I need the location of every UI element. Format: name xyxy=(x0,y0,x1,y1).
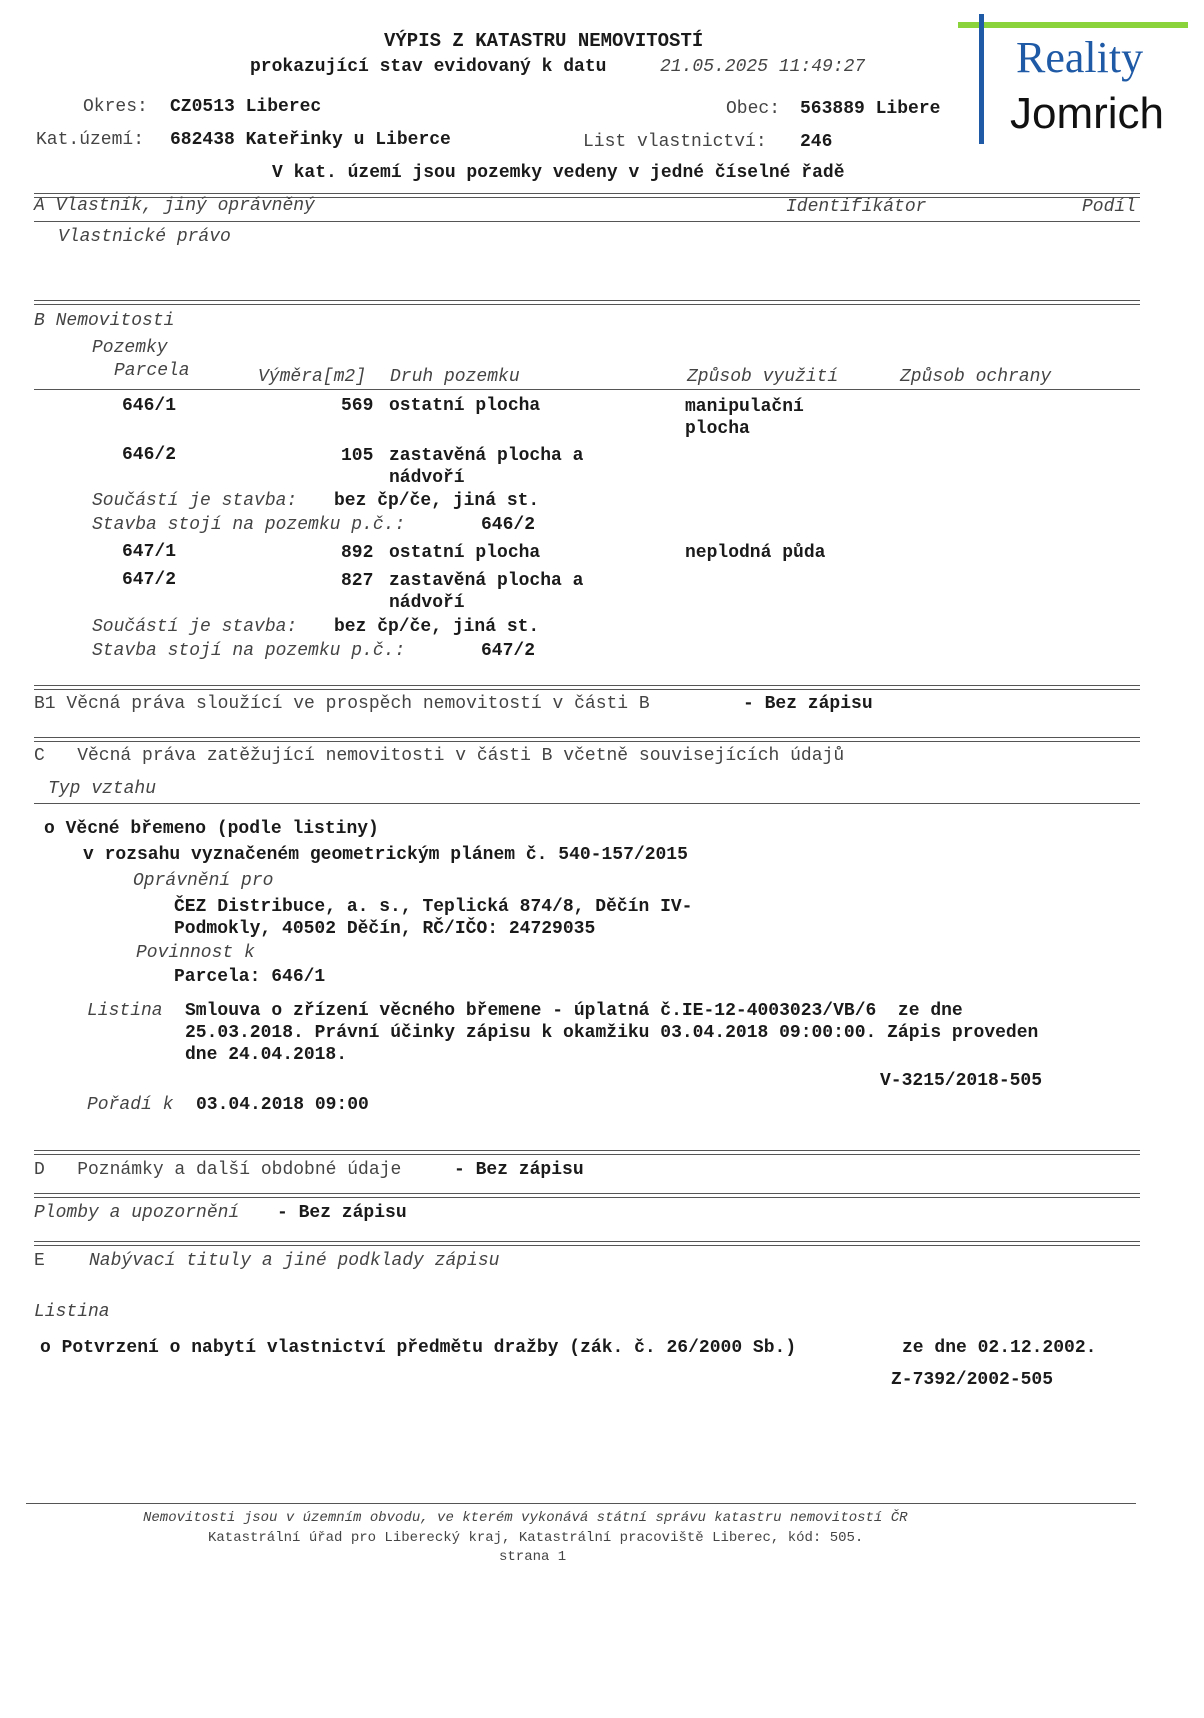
parcela-cell: 646/2 xyxy=(122,445,177,465)
col-parcela: Parcela xyxy=(114,361,190,381)
logo-text-reality: Reality xyxy=(1016,33,1144,82)
stavba-label: Součástí je stavba: xyxy=(92,491,298,511)
divider xyxy=(34,1241,1140,1246)
vyuziti-cell: manipulační xyxy=(685,397,804,417)
druh-cell-cont: nádvoří xyxy=(389,593,465,613)
section-b1-title: B1 Věcná práva sloužící ve prospěch nemovitostí v části B xyxy=(34,694,650,714)
obec-value: 563889 Libere xyxy=(800,99,941,119)
stoji-value: 647/2 xyxy=(481,641,536,661)
section-d-title: D Poznámky a další obdobné údaje xyxy=(34,1160,402,1180)
section-b-title: B Nemovitosti xyxy=(34,311,175,331)
section-b1-value: - Bez zápisu xyxy=(743,694,873,714)
section-e-title: Nabývací tituly a jiné podklady zápisu xyxy=(89,1251,500,1271)
section-e-letter: E xyxy=(34,1251,45,1271)
col-podil: Podíl xyxy=(1082,197,1137,217)
opravneni-line1: ČEZ Distribuce, a. s., Teplická 874/8, Děčín IV- xyxy=(174,897,693,917)
document-title: VÝPIS Z KATASTRU NEMOVITOSTÍ xyxy=(384,30,704,52)
opravneni-label: Oprávnění pro xyxy=(133,871,274,891)
parcela-cell: 647/2 xyxy=(122,570,177,590)
okres-value: CZ0513 Liberec xyxy=(170,97,322,117)
subtitle-prefix: prokazující stav evidovaný k datu xyxy=(250,57,607,77)
typ-vztahu: Typ vztahu xyxy=(48,779,157,799)
druh-cell: ostatní plocha xyxy=(389,543,541,563)
footer-line1: Nemovitosti jsou v územním obvodu, ve kterém vykonává státní správu katastru nemovitostí ČR xyxy=(143,1510,908,1526)
plomby-title: Plomby a upozornění xyxy=(34,1203,240,1223)
ku-label: Kat.území: xyxy=(36,130,145,150)
obec-label: Obec: xyxy=(726,99,781,119)
divider xyxy=(34,1193,1140,1198)
vyuziti-cell: neplodná půda xyxy=(685,543,826,563)
povinnost-label: Povinnost k xyxy=(136,943,255,963)
listina-line3: dne 24.04.2018. xyxy=(185,1045,348,1065)
nabyti-item: o Potvrzení o nabytí vlastnictví předmětu dražby (zák. č. 26/2000 Sb.) xyxy=(40,1338,797,1358)
listina-e-label: Listina xyxy=(34,1302,110,1322)
ku-note: V kat. území jsou pozemky vedeny v jedné číselné řadě xyxy=(272,163,845,183)
vlastnicke-pravo: Vlastnické právo xyxy=(58,227,231,247)
stavba-value: bez čp/če, jiná st. xyxy=(334,491,540,511)
col-ochrana: Způsob ochrany xyxy=(900,367,1052,387)
listina-ref: V-3215/2018-505 xyxy=(880,1071,1043,1091)
logo-green-bar xyxy=(958,22,1188,28)
povinnost-value: Parcela: 646/1 xyxy=(174,967,326,987)
nabyti-date: ze dne 02.12.2002. xyxy=(902,1338,1097,1358)
col-vyuziti: Způsob využití xyxy=(687,367,839,387)
listina-line1: Smlouva o zřízení věcného břemene - úplatná č.IE-12-4003023/VB/6 ze dne xyxy=(185,1001,963,1021)
divider xyxy=(34,221,1140,222)
vyuziti-cell-cont: plocha xyxy=(685,419,750,439)
listina-label: Listina xyxy=(87,1001,163,1021)
vymera-cell: 569 xyxy=(341,396,374,416)
col-druh: Druh pozemku xyxy=(390,367,520,387)
stoji-label: Stavba stojí na pozemku p.č.: xyxy=(92,641,406,661)
divider xyxy=(34,685,1140,690)
col-identifikator: Identifikátor xyxy=(786,197,927,217)
footer-divider xyxy=(26,1503,1136,1504)
vymera-cell: 105 xyxy=(341,446,374,466)
logo-text-jomrich: Jomrich xyxy=(1010,89,1165,138)
divider xyxy=(34,1150,1140,1155)
subtitle-date: 21.05.2025 11:49:27 xyxy=(660,57,866,77)
divider xyxy=(34,389,1140,390)
vymera-cell: 892 xyxy=(341,543,374,563)
pozemky-label: Pozemky xyxy=(92,338,168,358)
druh-cell: ostatní plocha xyxy=(389,396,541,416)
listina-line2: 25.03.2018. Právní účinky zápisu k okamžiku 03.04.2018 09:00:00. Zápis proveden xyxy=(185,1023,1039,1043)
ku-value: 682438 Kateřinky u Liberce xyxy=(170,130,451,150)
section-a-title: A Vlastník, jiný oprávněný xyxy=(34,196,315,216)
footer-line2: Katastrální úřad pro Liberecký kraj, Katastrální pracoviště Liberec, kód: 505. xyxy=(208,1530,864,1546)
parcela-cell: 646/1 xyxy=(122,396,177,416)
stavba-value: bez čp/če, jiná st. xyxy=(334,617,540,637)
lv-label: List vlastnictví: xyxy=(583,132,767,152)
bremeno-sub: v rozsahu vyznačeném geometrickým plánem č. 540-157/2015 xyxy=(83,845,688,865)
poradi-label: Pořadí k xyxy=(87,1095,174,1115)
plomby-value: - Bez zápisu xyxy=(277,1203,407,1223)
druh-cell: zastavěná plocha a xyxy=(389,446,584,466)
bremeno-title: o Věcné břemeno (podle listiny) xyxy=(44,819,379,839)
col-vymera: Výměra[m2] xyxy=(258,367,367,387)
section-c-title: C Věcná práva zatěžující nemovitosti v části B včetně souvisejících údajů xyxy=(34,746,845,766)
divider xyxy=(34,803,1140,804)
okres-label: Okres: xyxy=(83,97,148,117)
stoji-value: 646/2 xyxy=(481,515,536,535)
section-d-value: - Bez zápisu xyxy=(454,1160,584,1180)
divider xyxy=(34,737,1140,742)
druh-cell-cont: nádvoří xyxy=(389,468,465,488)
stoji-label: Stavba stojí na pozemku p.č.: xyxy=(92,515,406,535)
poradi-value: 03.04.2018 09:00 xyxy=(196,1095,369,1115)
parcela-cell: 647/1 xyxy=(122,542,177,562)
lv-value: 246 xyxy=(800,132,833,152)
druh-cell: zastavěná plocha a xyxy=(389,571,584,591)
stavba-label: Součástí je stavba: xyxy=(92,617,298,637)
logo-blue-bar xyxy=(979,14,984,144)
page-number: strana 1 xyxy=(499,1549,567,1565)
divider xyxy=(34,300,1140,305)
nabyti-ref: Z-7392/2002-505 xyxy=(891,1370,1054,1390)
vymera-cell: 827 xyxy=(341,571,374,591)
opravneni-line2: Podmokly, 40502 Děčín, RČ/IČO: 24729035 xyxy=(174,919,596,939)
